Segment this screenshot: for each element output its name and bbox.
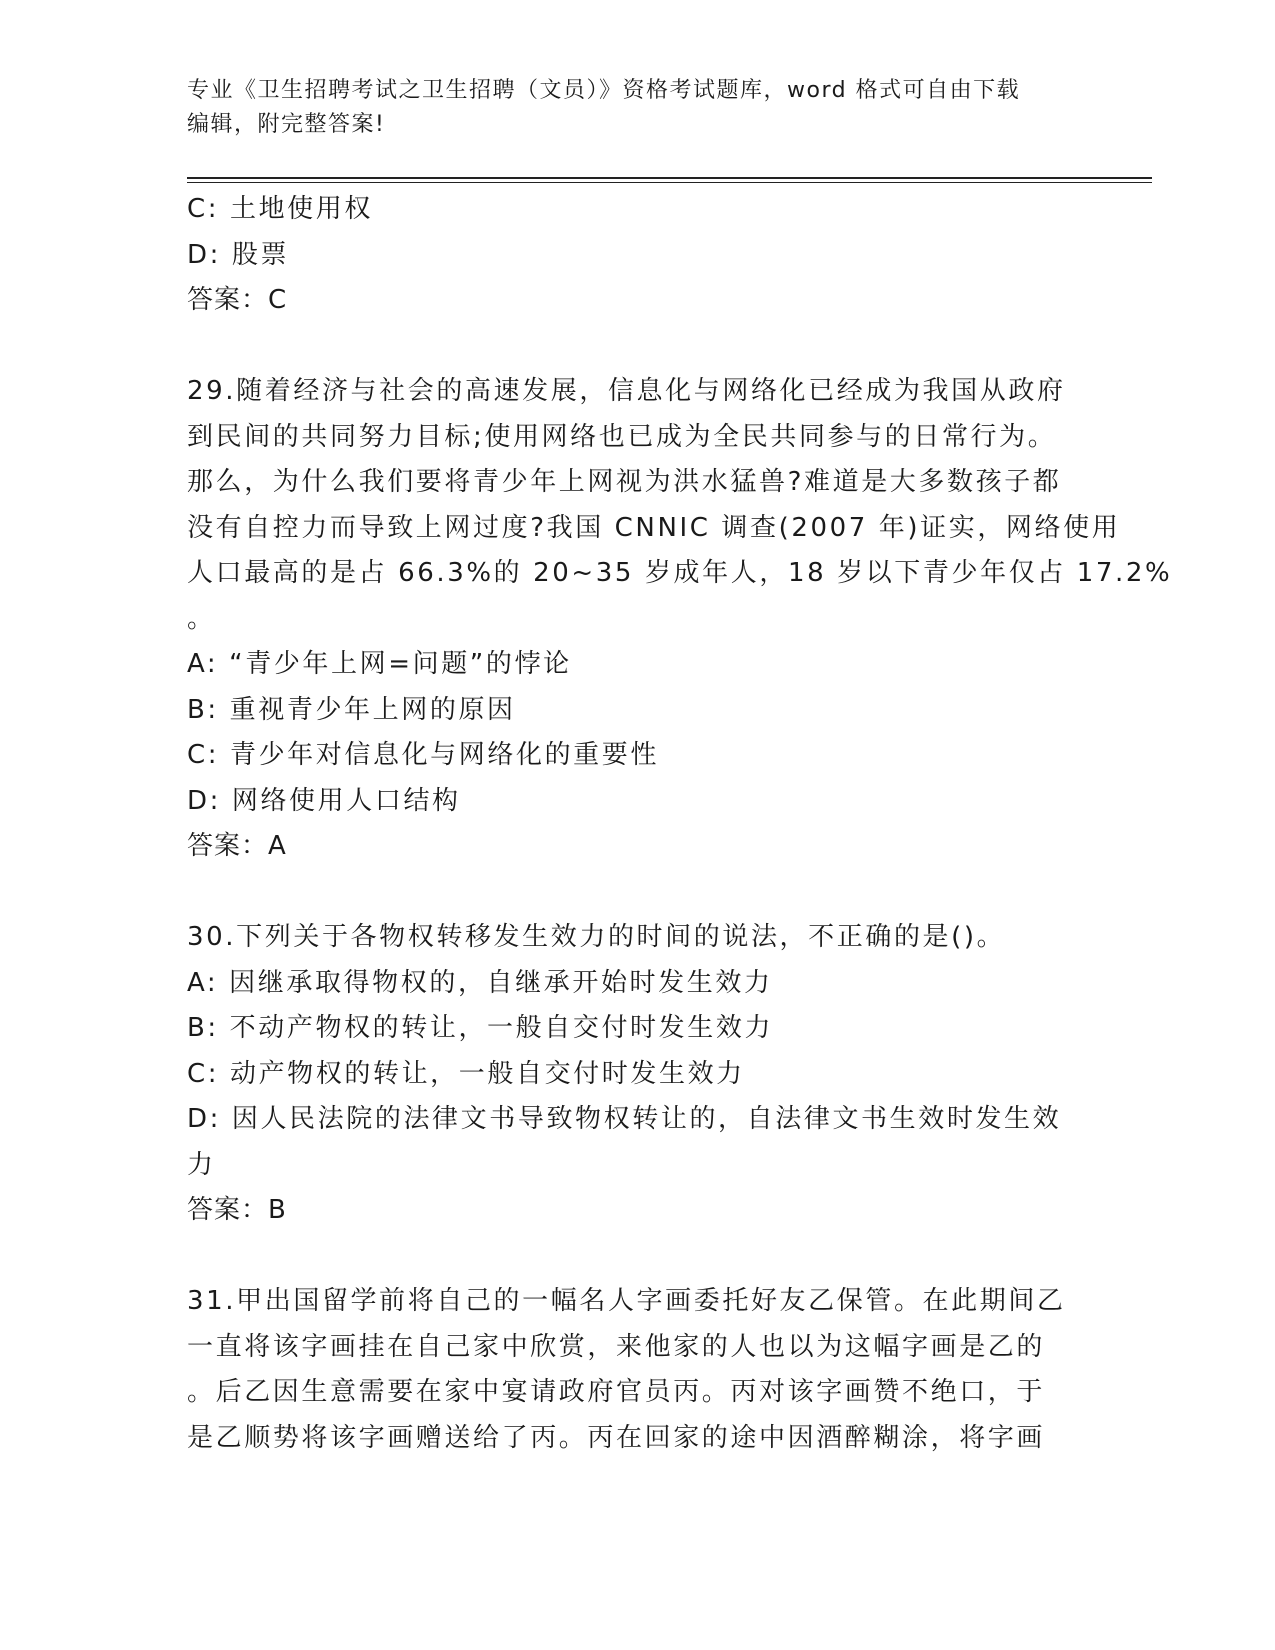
- question-stem-line: 到民间的共同努力目标;使用网络也已成为全民共同参与的日常行为。: [187, 421, 1057, 452]
- answer: 答案：C: [187, 285, 288, 315]
- question-stem-line: 31.甲出国留学前将自己的一幅名人字画委托好友乙保管。在此期间乙: [187, 1286, 1066, 1316]
- document-header: [187, 74, 1087, 142]
- option-c: C: 土地使用权: [187, 194, 373, 224]
- spacer: [187, 324, 1087, 370]
- option-d: D: 股票: [187, 239, 290, 270]
- header-divider-thick: [187, 177, 1152, 179]
- question-stem-line: 那么，为什么我们要将青少年上网视为洪水猛兽?难道是大多数孩子都: [187, 467, 1062, 497]
- question-stem-line: 。: [187, 603, 216, 634]
- spacer: [187, 1234, 1087, 1280]
- spacer: [187, 870, 1087, 916]
- option-b: B: 重视青少年上网的原因: [187, 694, 516, 725]
- question-stem-line: 是乙顺势将该字画赠送给了丙。丙在回家的途中因酒醉糊涂，将字画: [187, 1422, 1046, 1453]
- option-c: C: 动产物权的转让，一般自交付时发生效力: [187, 1058, 745, 1089]
- answer: 答案：B: [187, 1195, 287, 1225]
- question-stem-line: 人口最高的是占 66.3%的 20~35 岁成年人，18 岁以下青少年仅占 17.2%: [187, 558, 1173, 588]
- option-d: D: 网络使用人口结构: [187, 785, 461, 816]
- document-body: [187, 187, 1173, 1461]
- option-a: A: “青少年上网=问题”的悖论: [187, 649, 572, 679]
- question-stem-line: 没有自控力而导致上网过度?我国 CNNIC 调查(2007 年)证实，网络使用: [187, 512, 1121, 543]
- option-d: D: 因人民法院的法律文书导致物权转让的，自法律文书生效时发生效: [187, 1104, 1062, 1134]
- header-line-2: 编辑，附完整答案!: [187, 112, 386, 137]
- answer: 答案：A: [187, 831, 287, 861]
- question-stem-line: 一直将该字画挂在自己家中欣赏，来他家的人也以为这幅字画是乙的: [187, 1331, 1046, 1362]
- option-b: B: 不动产物权的转让，一般自交付时发生效力: [187, 1013, 774, 1043]
- header-line-1: 专业《卫生招聘考试之卫生招聘（文员）》资格考试题库，word 格式可自由下载: [187, 78, 1021, 103]
- option-a: A: 因继承取得物权的，自继承开始时发生效力: [187, 967, 773, 998]
- question-stem-line: 。后乙因生意需要在家中宴请政府官员丙。丙对该字画赞不绝口，于: [187, 1377, 1046, 1407]
- header-divider-thin: [187, 182, 1152, 183]
- option-c: C: 青少年对信息化与网络化的重要性: [187, 740, 659, 770]
- option-d-continued: 力: [187, 1149, 216, 1180]
- question-29: [187, 369, 1173, 870]
- question-31: [187, 1279, 1087, 1461]
- question-stem-line: 29.随着经济与社会的高速发展，信息化与网络化已经成为我国从政府: [187, 376, 1066, 406]
- question-28-tail: [187, 187, 1087, 324]
- question-stem-line: 30.下列关于各物权转移发生效力的时间的说法，不正确的是()。: [187, 922, 1006, 952]
- question-30: [187, 915, 1087, 1234]
